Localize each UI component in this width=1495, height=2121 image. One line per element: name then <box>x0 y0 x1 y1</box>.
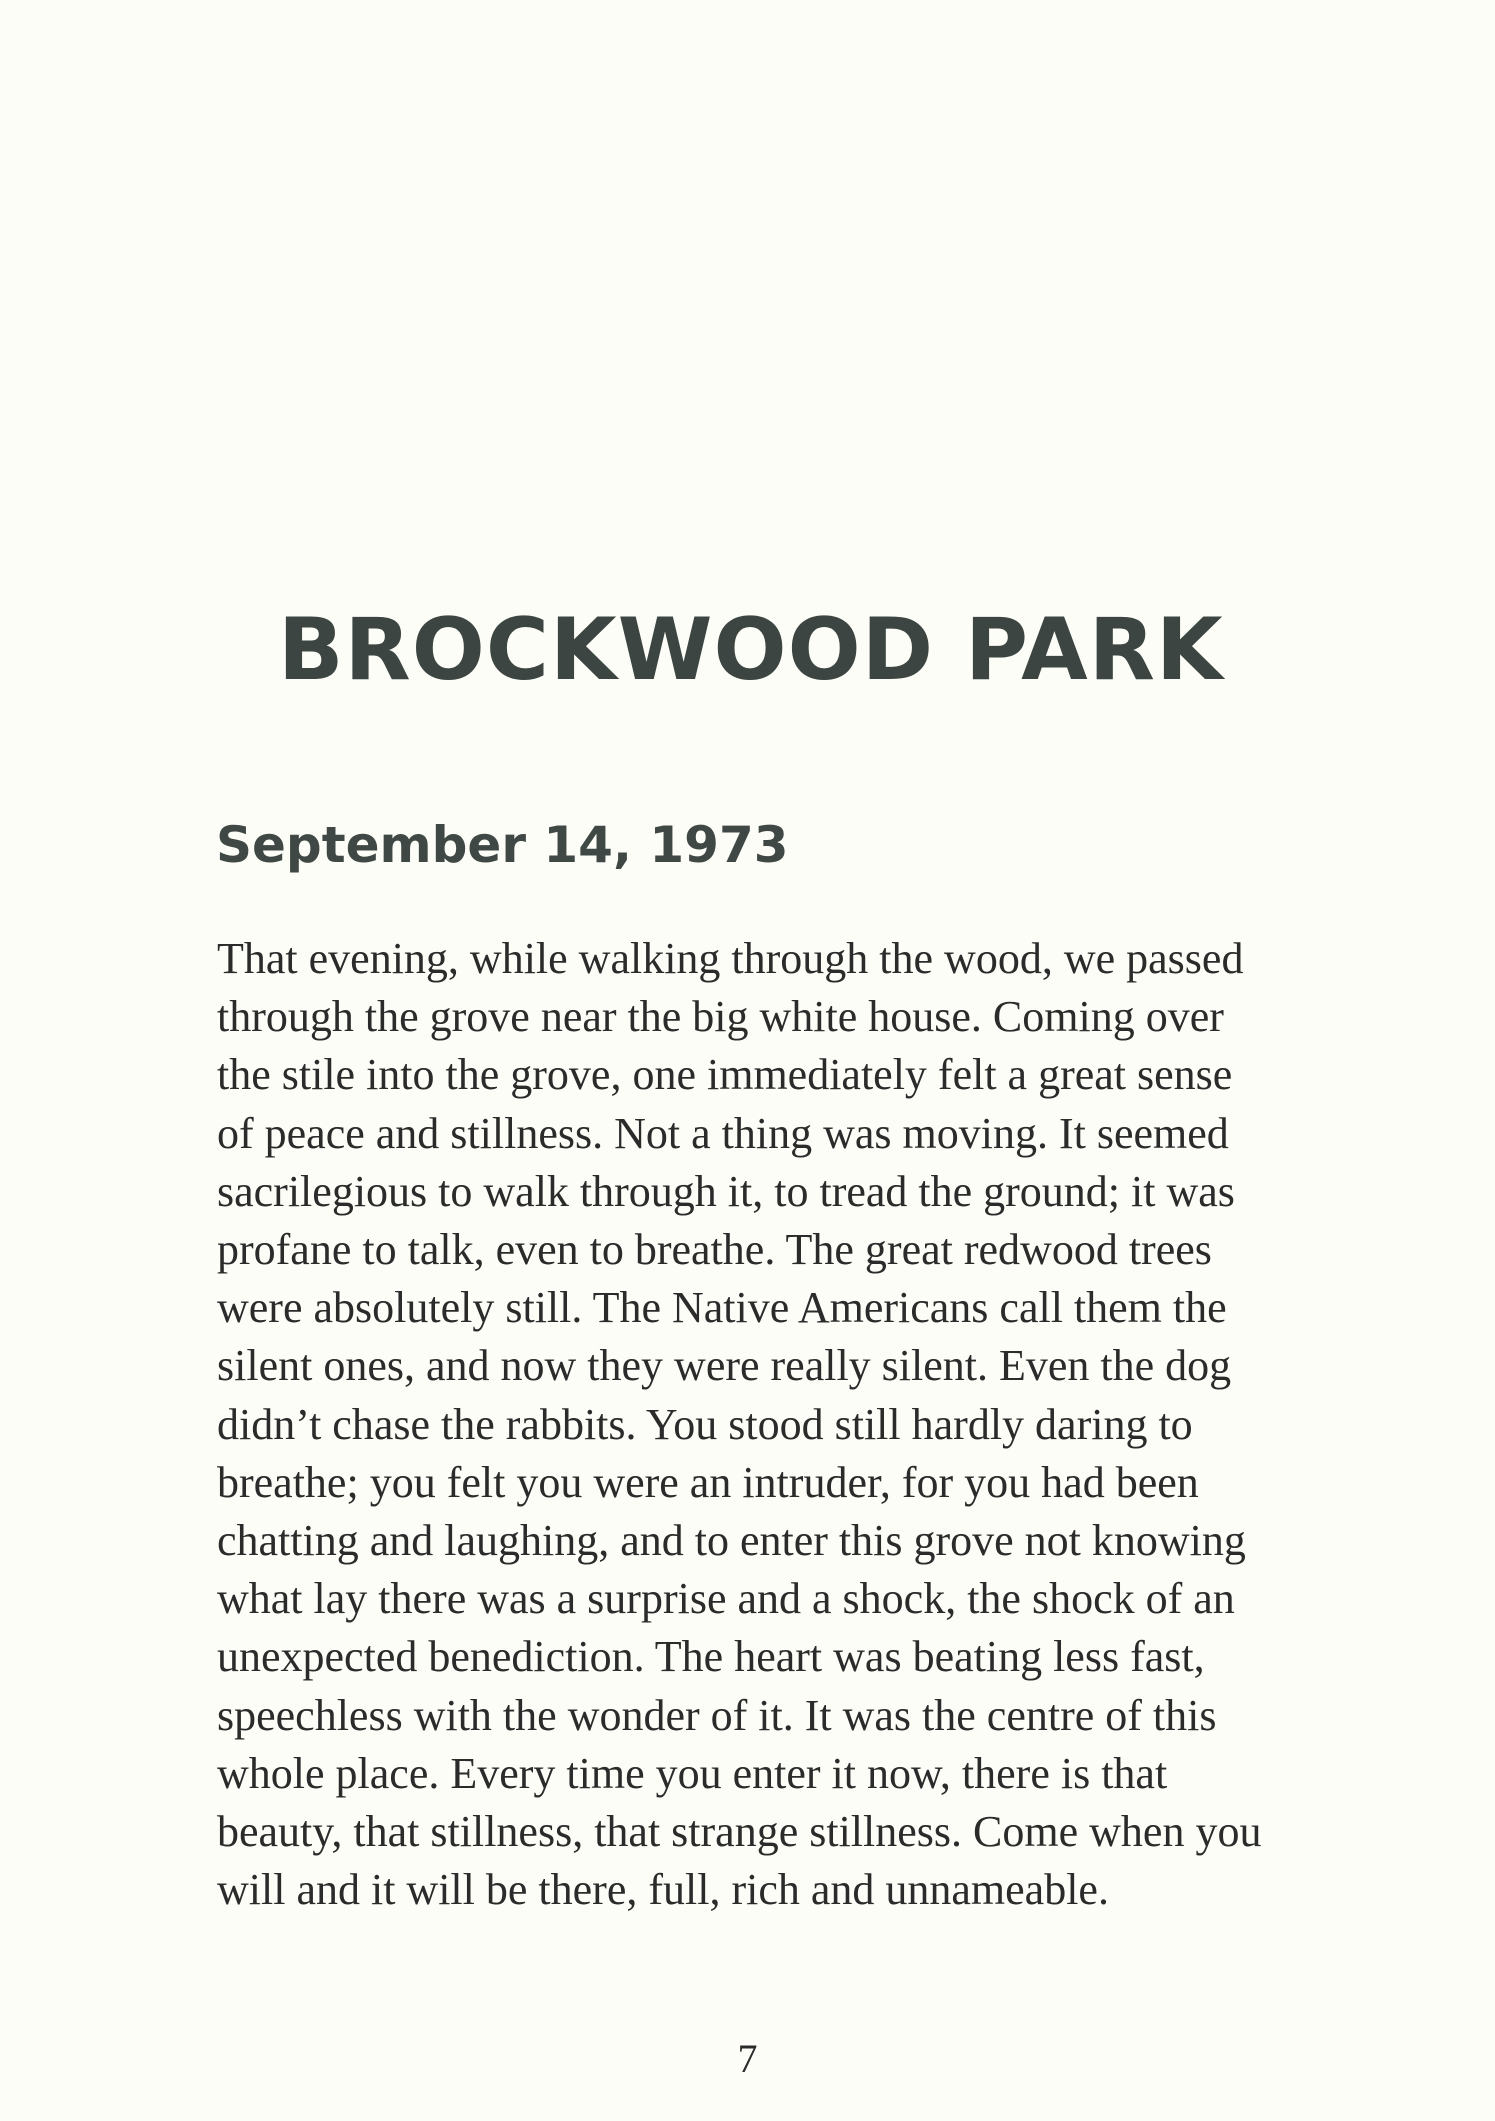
body-line: of peace and stillness. Not a thing was moving. It seemed <box>217 1108 1229 1158</box>
body-line: breathe; you felt you were an intruder, for you had been <box>217 1457 1199 1507</box>
body-line: didn’t chase the rabbits. You stood still hardly daring to <box>217 1399 1193 1449</box>
page-number: 7 <box>737 2036 758 2081</box>
body-line: That evening, while walking through the wood, we passed <box>217 934 1244 983</box>
body-line: the stile into the grove, one immediately felt a great sense <box>217 1050 1233 1100</box>
body-line: speechless with the wonder of it. It was the centre of this <box>217 1690 1217 1740</box>
body-line: chatting and laughing, and to enter this grove not knowing <box>217 1516 1246 1566</box>
body-line: were absolutely still. The Native Americans call them the <box>217 1283 1227 1333</box>
body-line: what lay there was a surprise and a shock, the shock of an <box>217 1574 1235 1624</box>
body-line: sacrilegious to walk through it, to tread the ground; it was <box>217 1166 1235 1216</box>
body-line: silent ones, and now they were really silent. Even the dog <box>217 1341 1232 1391</box>
entry-date: September 14, 1973 <box>216 816 789 874</box>
body-line: will and it will be there, full, rich and unnameable. <box>217 1865 1109 1915</box>
body-line: profane to talk, even to breathe. The great redwood trees <box>217 1225 1212 1275</box>
chapter-title: BROCKWOOD PARK <box>278 600 1224 700</box>
body-text <box>217 930 1377 1919</box>
body-line: whole place. Every time you enter it now, there is that <box>217 1748 1168 1798</box>
body-line: beauty, that stillness, that strange stillness. Come when you <box>217 1807 1262 1857</box>
body-line: through the grove near the big white house. Coming over <box>217 992 1224 1042</box>
body-line: unexpected benediction. The heart was beating less fast, <box>217 1632 1205 1682</box>
